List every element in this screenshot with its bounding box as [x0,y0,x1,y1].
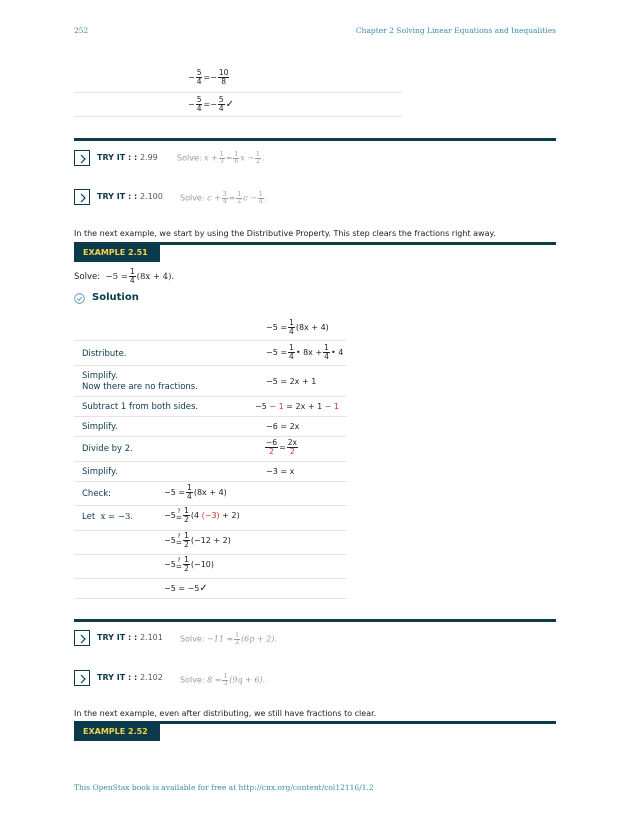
term: (8x + 4) [136,272,172,282]
term: c + [207,193,221,203]
number: 2.100 [139,192,163,201]
solution-row-5 [264,439,299,456]
expand-button[interactable] [74,670,90,686]
term: (−10) [190,560,214,569]
num: 1 [129,267,135,276]
num: 1 [324,343,329,352]
period: . [264,193,268,203]
fraction [233,152,239,165]
eq: = [279,443,286,452]
section-divider [74,138,556,141]
num: 5 [196,95,202,104]
den: 4 [196,104,202,113]
fraction [236,192,242,205]
q-eq [176,534,182,547]
fraction [183,507,190,524]
table-divider [74,481,347,482]
den: 4 [187,492,192,501]
num: 1 [289,318,294,327]
num: 1 [219,151,224,158]
den: 2 [184,515,189,524]
chevron-right-icon [79,154,87,164]
q: ? [177,557,181,564]
num: 1 [184,555,189,564]
try-it-label [97,192,163,201]
term: x + [204,153,218,163]
num: 5 [218,95,224,104]
den: 4 [289,327,294,336]
check-label: Check: [82,489,112,499]
label: TRY IT : : [97,633,140,642]
term: (4 [190,511,200,520]
den: 8 [221,77,227,86]
num: 1 [255,151,260,158]
solution-row-1 [266,344,343,361]
solve: Solve: [177,153,202,163]
den: 2 [269,447,274,456]
chapter-title: Chapter 2 Solving Linear Equations and Inequalities [355,26,556,35]
fraction [287,439,298,456]
num: 1 [223,673,228,680]
step-label: Simplify. [82,422,118,432]
fraction [186,484,193,501]
label: TRY IT : : [97,673,140,682]
num: 3 [222,191,227,198]
solution-row-0 [266,319,329,336]
den: 2 [184,540,189,549]
let: Let [82,512,96,522]
term: −5 [164,560,176,569]
example-badge: EXAMPLE 2.52 [74,723,160,741]
den: 2 [184,564,189,573]
red-term: (−3) [201,511,220,520]
eq: = [175,538,183,547]
term: −5 [164,511,176,520]
example-problem [74,268,174,285]
step-label: Simplify. [82,467,118,477]
term: −5 = [266,323,288,332]
q: ? [177,508,181,515]
num: 1 [184,506,189,515]
sign: − [188,100,195,109]
term: (6p + 2). [241,634,277,644]
let-math: x = −3 [100,512,131,522]
page-number: 252 [74,26,89,35]
fraction [129,268,136,285]
table-divider [74,340,347,341]
num: 1 [235,632,240,639]
expand-button[interactable] [74,150,90,166]
fraction [183,556,190,573]
fraction [219,152,225,165]
footer-text: This OpenStax book is available for free at http://cnx.org/content/col12116/1.2 [74,783,374,792]
table-divider [74,530,347,531]
num: 1 [289,343,294,352]
check-row-3 [164,556,214,573]
solution-row-4: −6 = 2x [266,422,300,431]
eq: = [225,153,233,163]
eq: = [203,73,211,82]
step-label: Distribute. [82,349,127,359]
sign: − [188,73,195,82]
term: (−12 + 2) [190,536,231,545]
solution-row-2: −5 = 2x + 1 [266,377,317,386]
num: 2x [287,438,297,447]
term: −5 = [164,488,186,497]
term: −5 [164,536,176,545]
checkmark: ✓ [225,99,235,110]
num: 1 [187,483,192,492]
den: 3 [223,680,228,687]
term: + 2) [222,511,240,520]
den: 4 [222,198,227,205]
q: ? [177,533,181,540]
chevron-right-icon [79,674,87,684]
fraction [234,633,240,646]
den: 6 [234,158,239,165]
den: 4 [258,198,263,205]
solve: Solve: [180,675,205,685]
term: • 4 [330,348,344,357]
table-divider [74,92,403,93]
table-divider [74,505,347,506]
try-it-problem [180,674,265,687]
step-label: Subtract 1 from both sides. [82,402,199,412]
num: −6 [266,438,278,447]
num: 5 [196,68,202,77]
label: TRY IT : : [97,192,140,201]
num: 1 [237,191,242,198]
eq: = [203,100,211,109]
q-eq [176,509,182,522]
den: 4 [129,276,135,285]
check-row-0 [164,484,227,501]
chevron-right-icon [79,193,87,203]
eq: = [175,513,183,522]
fraction [258,192,264,205]
try-it-label [97,673,163,682]
num: 1 [258,191,263,198]
term: (9q + 6). [229,675,266,685]
number: 2.102 [139,673,163,682]
term: (8x + 4) [193,488,227,497]
num: 10 [218,68,229,77]
term: x − [240,153,254,163]
term: −5 = −5 [164,584,200,593]
red-term: − 1 [266,402,284,411]
term: = 2x + 1 [283,402,323,411]
period: . [261,153,265,163]
check-row-2 [164,532,231,549]
solution-label: Solution [92,292,139,303]
fraction [218,96,225,113]
check-row-1 [164,507,240,524]
fraction [265,439,278,456]
num: 1 [234,151,239,158]
term: 8 = [207,675,222,685]
den: 4 [289,352,294,361]
checkmark: ✓ [199,583,208,594]
try-it-problem [177,152,264,165]
table-divider [74,436,347,437]
sign: − [210,73,217,82]
chevron-right-icon [79,634,87,644]
term: • 8x + [295,348,323,357]
label: TRY IT : : [97,153,140,162]
solve: Solve: [74,272,101,282]
sign: − [210,100,217,109]
try-it-label [97,633,163,642]
intro-paragraph: In the next example, even after distributing, we still have fractions to clear. [74,709,377,718]
top-row-1 [188,69,230,86]
table-divider [74,461,347,462]
fraction [183,532,190,549]
table-divider [74,598,347,599]
red-term: − 1 [322,402,340,411]
fraction [323,344,330,361]
number: 2.101 [139,633,163,642]
term: c − [243,193,257,203]
table-divider [74,416,347,417]
table-divider [74,396,347,397]
table-divider [74,116,403,117]
let-label: Let x = −3. [82,512,134,522]
term: −5 [255,402,267,411]
eq: = [228,193,236,203]
intro-paragraph: In the next example, we start by using the Distributive Property. This step clears the fractions right away. [74,229,496,238]
den: 2 [289,447,295,456]
den: 4 [218,104,224,113]
term: (8x + 4) [295,323,329,332]
expand-button[interactable] [74,630,90,646]
try-it-problem [180,633,277,646]
den: 4 [196,77,202,86]
fraction [222,674,228,687]
fraction [255,152,261,165]
eq: = [175,562,183,571]
try-it-label [97,153,158,162]
solve: Solve: [180,634,205,644]
table-divider [74,365,347,366]
fraction [288,319,295,336]
den: 2 [235,639,240,646]
solution-row-6: −3 = x [266,467,295,476]
q-eq [176,558,182,571]
step-label: Simplify. [82,371,118,381]
top-row-2 [188,96,234,113]
fraction [222,192,228,205]
den: 2 [255,158,260,165]
den: 2 [237,198,242,205]
den: 3 [219,158,224,165]
period: . [171,272,175,282]
solution-row-3 [255,402,339,411]
expand-button[interactable] [74,189,90,205]
solve: Solve: [180,193,205,203]
term: −11 = [207,634,234,644]
example-badge: EXAMPLE 2.51 [74,244,160,262]
section-divider [74,619,556,622]
table-divider [74,554,347,555]
step-label: Divide by 2. [82,444,133,454]
step-label: Now there are no fractions. [82,382,198,392]
check-row-4 [164,583,208,594]
table-divider [74,578,347,579]
fraction [196,69,203,86]
num: 1 [184,531,189,540]
den: 4 [324,352,329,361]
try-it-problem [180,192,267,205]
checkmark-circle-icon [74,293,85,304]
fraction [196,96,203,113]
term: −5 = [266,348,288,357]
fraction [288,344,295,361]
fraction [218,69,230,86]
number: 2.99 [139,153,158,162]
term: −5 = [105,272,128,282]
